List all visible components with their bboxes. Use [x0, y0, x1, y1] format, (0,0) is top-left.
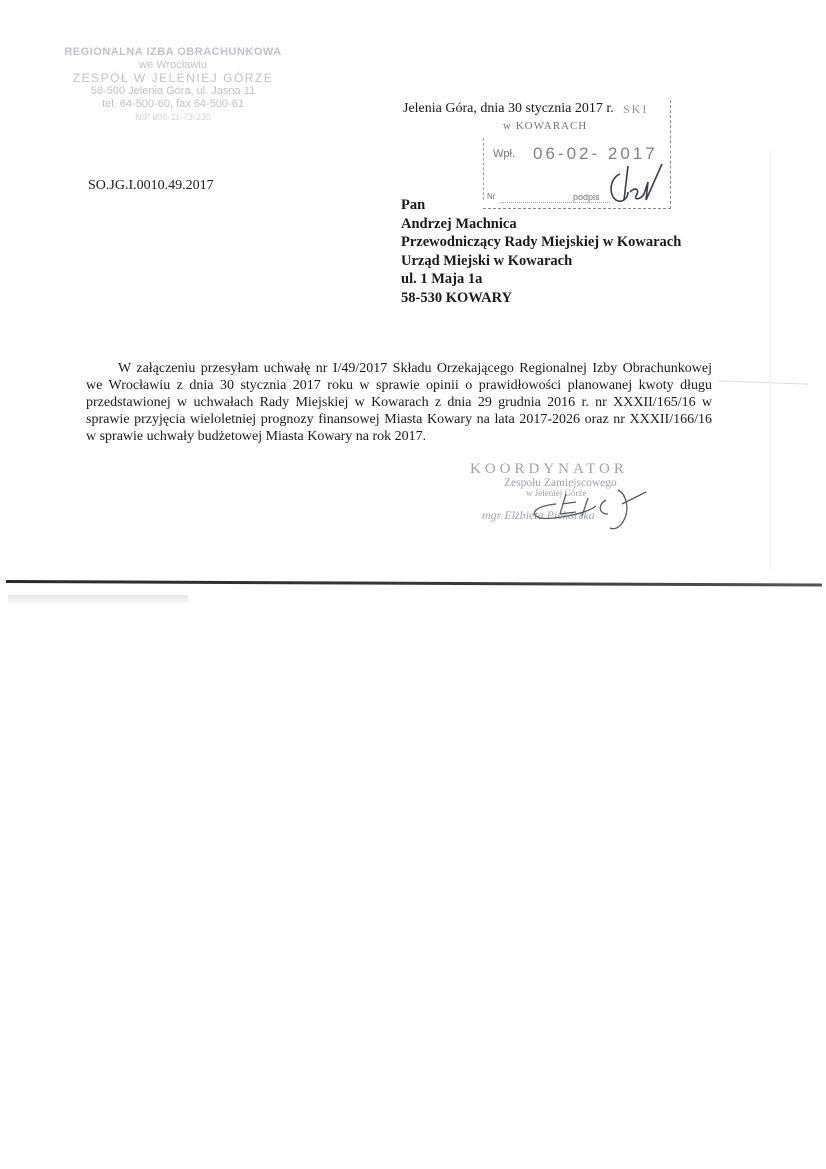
- received-stamp-place: w KOWARACH: [503, 120, 588, 132]
- recipient-address: [401, 196, 681, 307]
- received-date: 06-02- 2017: [533, 144, 658, 163]
- sender-stamp-line: REGIONALNA IZBA OBRACHUNKOWA: [64, 46, 282, 58]
- recipient-salutation: Pan: [401, 197, 426, 213]
- sender-stamp-line: NIP 896-11-73-230: [135, 112, 211, 122]
- reference-number: SO.JG.I.0010.49.2017: [88, 178, 214, 193]
- recipient-city: 58-530 KOWARY: [401, 289, 513, 306]
- recipient-office: Urząd Miejski w Kowarach: [401, 252, 573, 269]
- page-edge-shadow: [8, 595, 188, 603]
- page-edge-line: [6, 580, 822, 587]
- coordinator-title: KOORDYNATOR: [470, 461, 628, 477]
- recipient-street: ul. 1 Maja 1a: [401, 271, 483, 287]
- letter-body: W załączeniu przesyłam uchwałę nr I/49/2017 Składu Orzekającego Regionalnej Izby Obrachunkowej we Wrocławiu z dnia 30 stycznia 2017 roku w sprawie opinii o prawidłowości planowanej kwoty długu przedstawionej w uchwałach Rady Miejskiej w Kowarach z dnia 29 grudnia 2016 r. nr XXXII/165/16 w sprawie przyjęcia wieloletniej prognozy finansowej Miasta Kowary na lata 2017-2026 oraz nr XXXII/166/16 w sprawie uchwały budżetowej Miasta Kowary na rok 2017.: [86, 361, 712, 444]
- signature-label: podpis: [573, 192, 600, 202]
- sender-stamp-line: tel. 64-500-60, fax 64-500-61: [102, 98, 244, 110]
- received-label: Wpł.: [493, 148, 515, 160]
- date-line: Jelenia Góra, dnia 30 stycznia 2017 r.: [403, 101, 614, 116]
- coordinator-team: Zespołu Zamiejscowego: [504, 477, 617, 489]
- received-stamp-org: SKI: [623, 102, 649, 116]
- coordinator-name: mgr Elżbieta Piekarska: [482, 508, 595, 522]
- recipient-position: Przewodniczący Rady Miejskiej w Kowarach: [401, 234, 682, 250]
- number-label: Nr: [487, 192, 496, 201]
- coordinator-city: w Jeleniej Górze: [526, 488, 587, 498]
- sender-stamp-line: ZESPÓŁ W JELENIEJ GÓRZE: [72, 71, 274, 85]
- recipient-name: Andrzej Machnica: [401, 215, 517, 232]
- coordinator-signature: [526, 484, 666, 534]
- sender-stamp: [58, 46, 288, 124]
- sender-stamp-line: we Wrocławiu: [139, 59, 207, 71]
- scan-mark: [770, 150, 771, 570]
- scan-mark: [718, 380, 808, 384]
- sender-stamp-line: 58-500 Jelenia Góra, ul. Jasna 11: [90, 85, 256, 97]
